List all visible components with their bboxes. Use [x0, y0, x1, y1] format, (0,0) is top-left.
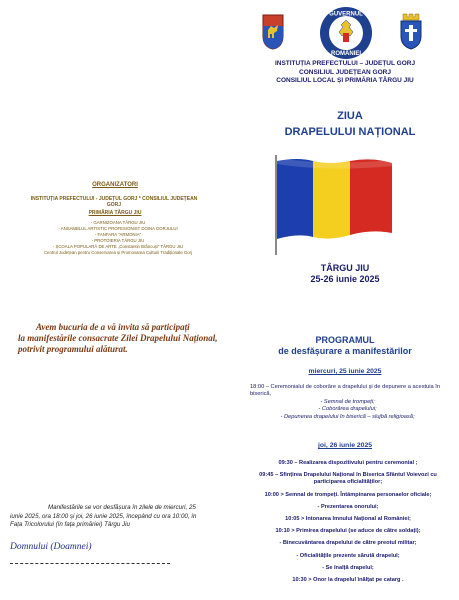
schedule-item: 10:05 > Intonarea Imnului Național al României;: [285, 516, 411, 523]
schedule-item: - Coborârea drapelului;: [318, 406, 377, 413]
organizer-item: - ANSAMBLUL ARTISTIC PROFESIONIST DOINA GORJULUI: [58, 226, 178, 231]
note-line: Fața Tricolorului (în fața primăriei) Târgu Jiu: [10, 521, 130, 528]
organizer-item: - PROTOIERIA TÂRGU JIU: [91, 238, 145, 243]
program-title: [240, 335, 450, 357]
day-2-title: joi, 26 iunie 2025: [317, 442, 373, 449]
program-subheading: de desfășurare a manifestărilor: [278, 346, 412, 356]
targu-jiu-coat-of-arms-icon: [399, 12, 423, 50]
organizers-title: ORGANIZATORI: [92, 182, 138, 188]
day-1-title: miercuri, 25 iunie 2025: [308, 368, 382, 375]
recipient-line: [10, 563, 170, 564]
romanian-government-logo: [318, 5, 374, 61]
schedule-note: [10, 504, 225, 530]
event-title-line: ZIUA: [337, 110, 363, 122]
institution-line: CONSILIUL LOCAL ȘI PRIMĂRIA TÂRGU JIU: [276, 77, 414, 84]
schedule-item: - Se înalță drapelul;: [322, 564, 374, 571]
schedule-item: 10:10 > Primirea drapelului (se aduce de către soldați);: [275, 528, 421, 535]
event-title: [250, 108, 450, 140]
gov-logo-top-text: GUVERNUL: [329, 11, 363, 18]
event-city: TÂRGU JIU: [320, 263, 370, 273]
organizers-list: [18, 220, 218, 256]
gov-logo-bottom-text: ROMÂNIEI: [331, 51, 361, 57]
schedule-item: - Prezentarea onorului;: [317, 503, 379, 510]
gorj-county-coat-of-arms-icon: [262, 14, 284, 50]
schedule-item: 09:30 – Realizarea dispozitivului pentru ceremonial ;: [278, 460, 418, 466]
organizer-item: - GARNIZOANA TÂRGU JIU: [90, 220, 146, 225]
event-location: [240, 263, 450, 285]
romanian-flag-image: [268, 155, 398, 255]
day-2-schedule: [248, 460, 448, 589]
schedule-item: 10:00 > Semnal de trompeți. Întâmpinarea personaelor oficiale;: [264, 491, 432, 498]
invitation-line: la manifestările consacrate Zilei Drapelului Național,: [18, 333, 218, 343]
schedule-item: - Oficialitățile prezente sărută drapelul;: [296, 552, 400, 559]
institutions-header: [240, 60, 450, 86]
day-1-schedule: [250, 384, 445, 421]
event-title-line: DRAPELULUI NAȚIONAL: [284, 126, 416, 138]
organizer-item: - FANFARA "ARMONIA": [94, 232, 142, 237]
program-heading: PROGRAMUL: [315, 335, 375, 345]
note-line: iunie 2025, ora 18:00 și joi, 26 iunie 2025, începând cu ora 10:00, în: [10, 512, 197, 520]
institution-line: CONSILIUL JUDEȚEAN GORJ: [299, 68, 391, 76]
schedule-item: 09:45 – Sfințirea Drapelului Național în Biserica Sfântul Voievozi cu participarea oficialităților;: [259, 472, 437, 486]
note-line: Manifestările se vor desfășura în zilele de miercuri, 25: [48, 504, 196, 511]
invitation-line: Avem bucuria de a vă invita să participați: [36, 322, 190, 332]
invitation-text: [18, 322, 218, 355]
schedule-item: - Depunerea drapelului în biserică – slujbă religioasă;: [280, 413, 415, 420]
organizer-item: - ȘCOALA POPULARĂ DE ARTE „Constantin Brâncuși" TÂRGU JIU: [52, 244, 184, 249]
invitation-line: potrivit programului alăturat.: [18, 344, 128, 354]
organizer-item: Centrul Județean pentru Conservarea și Promovarea Culturii Tradiționale Gorj: [43, 250, 193, 255]
recipient-salutation: Domnului (Doamnei): [10, 542, 92, 552]
schedule-item: 18:00 – Ceremonialul de coborâre a drapelului și de depunere a acestuia în biserică,: [250, 384, 441, 398]
schedule-item: 10:30 > Onor la drapelul înălțat pe catarg .: [292, 577, 404, 584]
event-dates: 25-26 iunie 2025: [310, 274, 380, 284]
schedule-item: - Binecuvântarea drapelului de către preotul militar;: [279, 540, 417, 547]
institution-line: INSTITUȚIA PREFECTULUI – JUDEȚUL GORJ: [274, 60, 416, 67]
organizers-line-2: PRIMĂRIA TÂRGU JIU: [88, 210, 142, 216]
organizers-line-1: INSTITUȚIA PREFECTULUI - JUDEȚUL GORJ * CONSILIUL JUDEȚEAN GORJ: [30, 196, 198, 208]
schedule-item: - Semnal de trompeți;: [320, 398, 375, 405]
